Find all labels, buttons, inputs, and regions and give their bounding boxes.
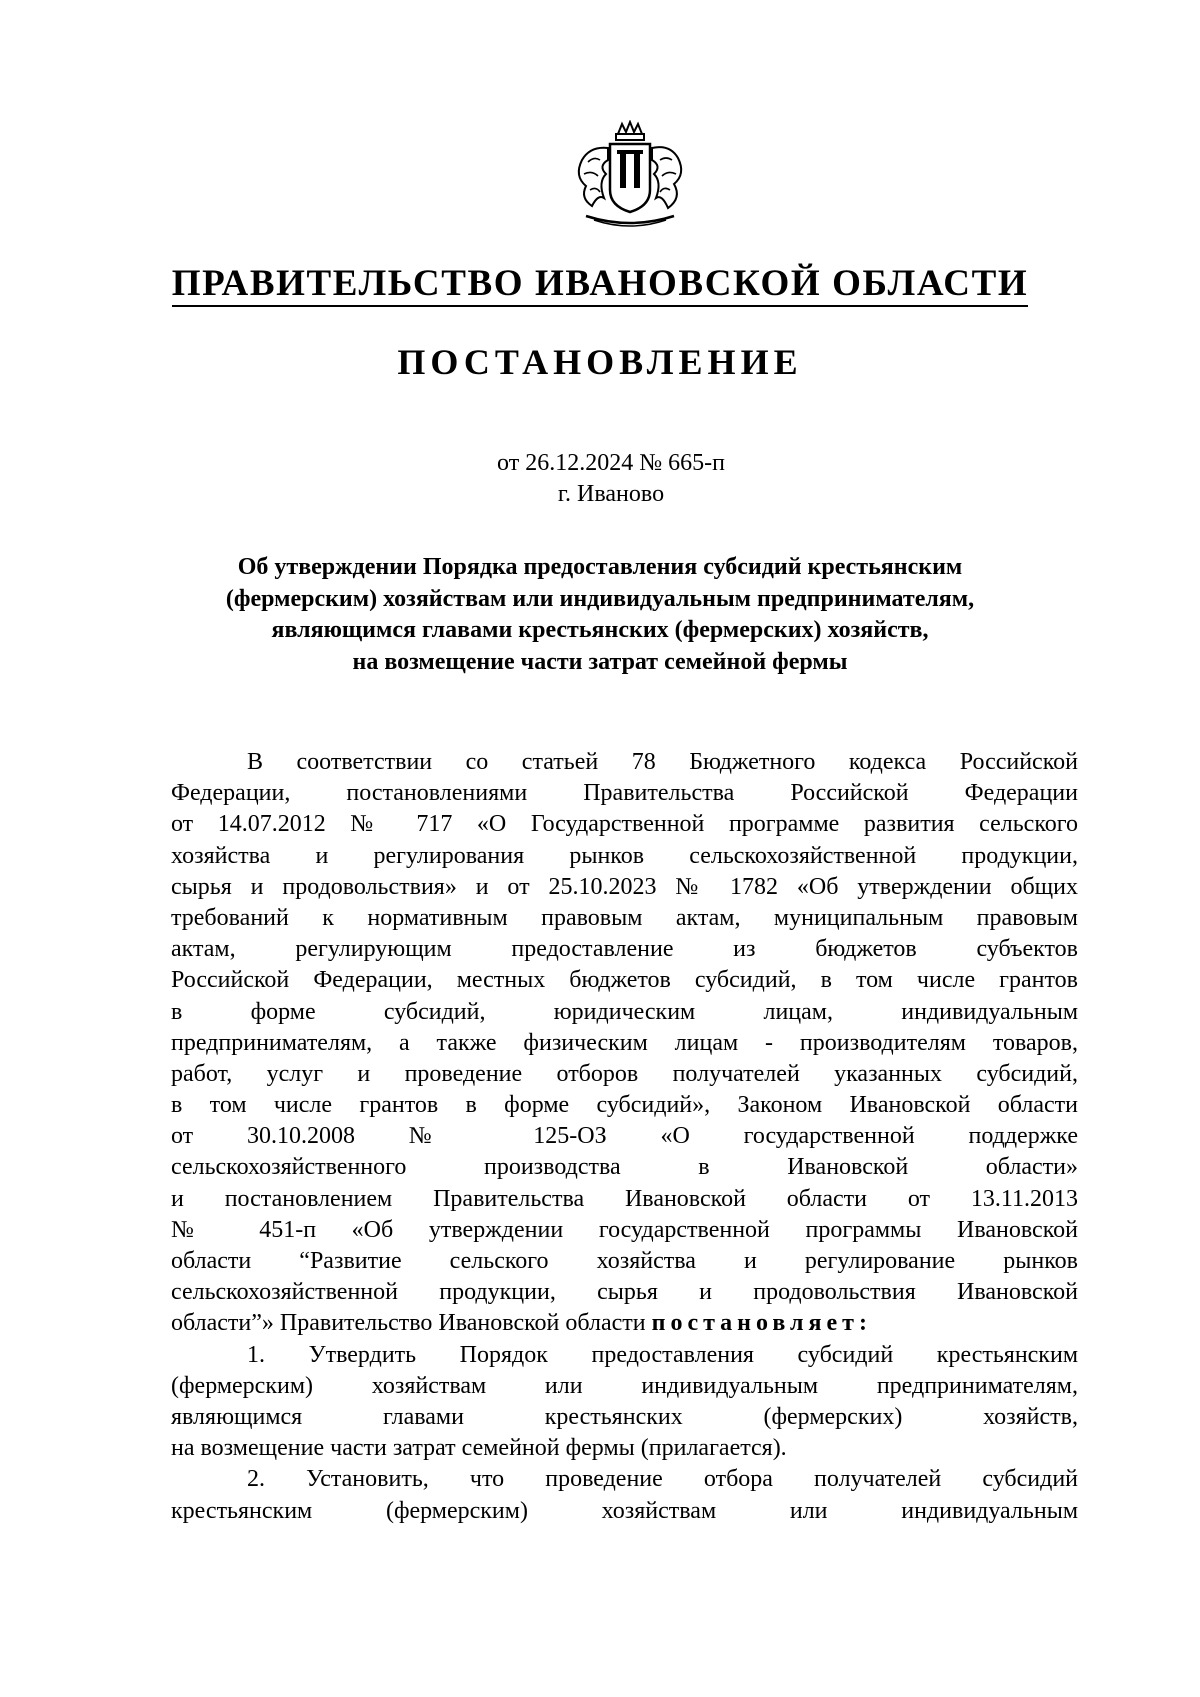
document-subject (0, 552, 1200, 678)
text-line: актам, регулирующим предоставление из бюджетов субъектов (171, 936, 1078, 963)
date-number: от 26.12.2024 № 665-п (497, 450, 725, 476)
preamble-final-text: области”» Правительство Ивановской области (171, 1310, 652, 1337)
document-body (171, 747, 1078, 1527)
text-line: и постановлением Правительства Ивановской области от 13.11.2013 (171, 1185, 1078, 1212)
text-line: области “Развитие сельского хозяйства и регулирование рынков (171, 1248, 1078, 1274)
text-line: от 30.10.2008 № 125-ОЗ «О государственной поддержке (171, 1123, 1078, 1150)
coat-of-arms-icon (568, 120, 692, 232)
city: г. Иваново (557, 481, 665, 507)
text-line: работ, услуг и проведение отборов получателей указанных субсидий, (171, 1060, 1078, 1087)
text-line: Федерации, постановлениями Правительства Российской Федерации (171, 780, 1078, 807)
text-line: от 14.07.2012 № 717 «О Государственной программе развития сельского (171, 811, 1078, 838)
text-line: (фермерским) хозяйствам или индивидуальным предпринимателям, (171, 1372, 1078, 1399)
document-type: ПОСТАНОВЛЕНИЕ (397, 342, 803, 382)
text-line: сельскохозяйственного производства в Ивановской области» (171, 1154, 1078, 1181)
resolves-word: постановляет: (651, 1310, 872, 1337)
subject-line: Об утверждении Порядка предоставления субсидий крестьянским (237, 554, 963, 580)
text-line: требований к нормативным правовым актам, муниципальным правовым (171, 904, 1078, 931)
item-2-paragraph (171, 1464, 1078, 1526)
subject-line: на возмещение части затрат семейной фермы (352, 648, 848, 675)
text-line (171, 1308, 1078, 1339)
text-line: Российской Федерации, местных бюджетов субсидий, в том числе грантов (171, 967, 1078, 994)
subject-line: являющимся главами крестьянских (фермерских) хозяйств, (271, 617, 929, 643)
subject-line: (фермерским) хозяйствам или индивидуальным предпринимателям, (225, 585, 975, 612)
text-line: хозяйства и регулирования рынков сельскохозяйственной продукции, (171, 842, 1078, 869)
preamble-paragraph (171, 747, 1078, 1340)
government-name (0, 262, 1200, 306)
text-line: В соответствии со статьей 78 Бюджетного кодекса Российской (247, 749, 1078, 775)
item-1-paragraph (171, 1340, 1078, 1465)
text-line: 1. Утвердить Порядок предоставления субсидий крестьянским (247, 1341, 1078, 1368)
government-name-text: ПРАВИТЕЛЬСТВО ИВАНОВСКОЙ ОБЛАСТИ (172, 263, 1029, 307)
text-line: предпринимателям, а также физическим лицам - производителям товаров, (171, 1029, 1078, 1056)
text-line: сырья и продовольствия» и от 25.10.2023 № 1782 «Об утверждении общих (171, 873, 1078, 900)
text-line: крестьянским (фермерским) хозяйствам или индивидуальным (171, 1497, 1078, 1524)
text-line: № 451-п «Об утверждении государственной программы Ивановской (171, 1216, 1078, 1243)
document-meta (0, 448, 1200, 510)
text-line: являющимся главами крестьянских (фермерских) хозяйств, (171, 1403, 1078, 1430)
text-line: на возмещение части затрат семейной фермы (прилагается). (171, 1435, 787, 1462)
text-line: 2. Установить, что проведение отбора получателей субсидий (247, 1466, 1078, 1493)
text-line: сельскохозяйственной продукции, сырья и продовольствия Ивановской (171, 1279, 1078, 1306)
text-line: в том числе грантов в форме субсидий», Законом Ивановской области (171, 1092, 1078, 1119)
text-line: в форме субсидий, юридическим лицам, индивидуальным (171, 998, 1078, 1025)
